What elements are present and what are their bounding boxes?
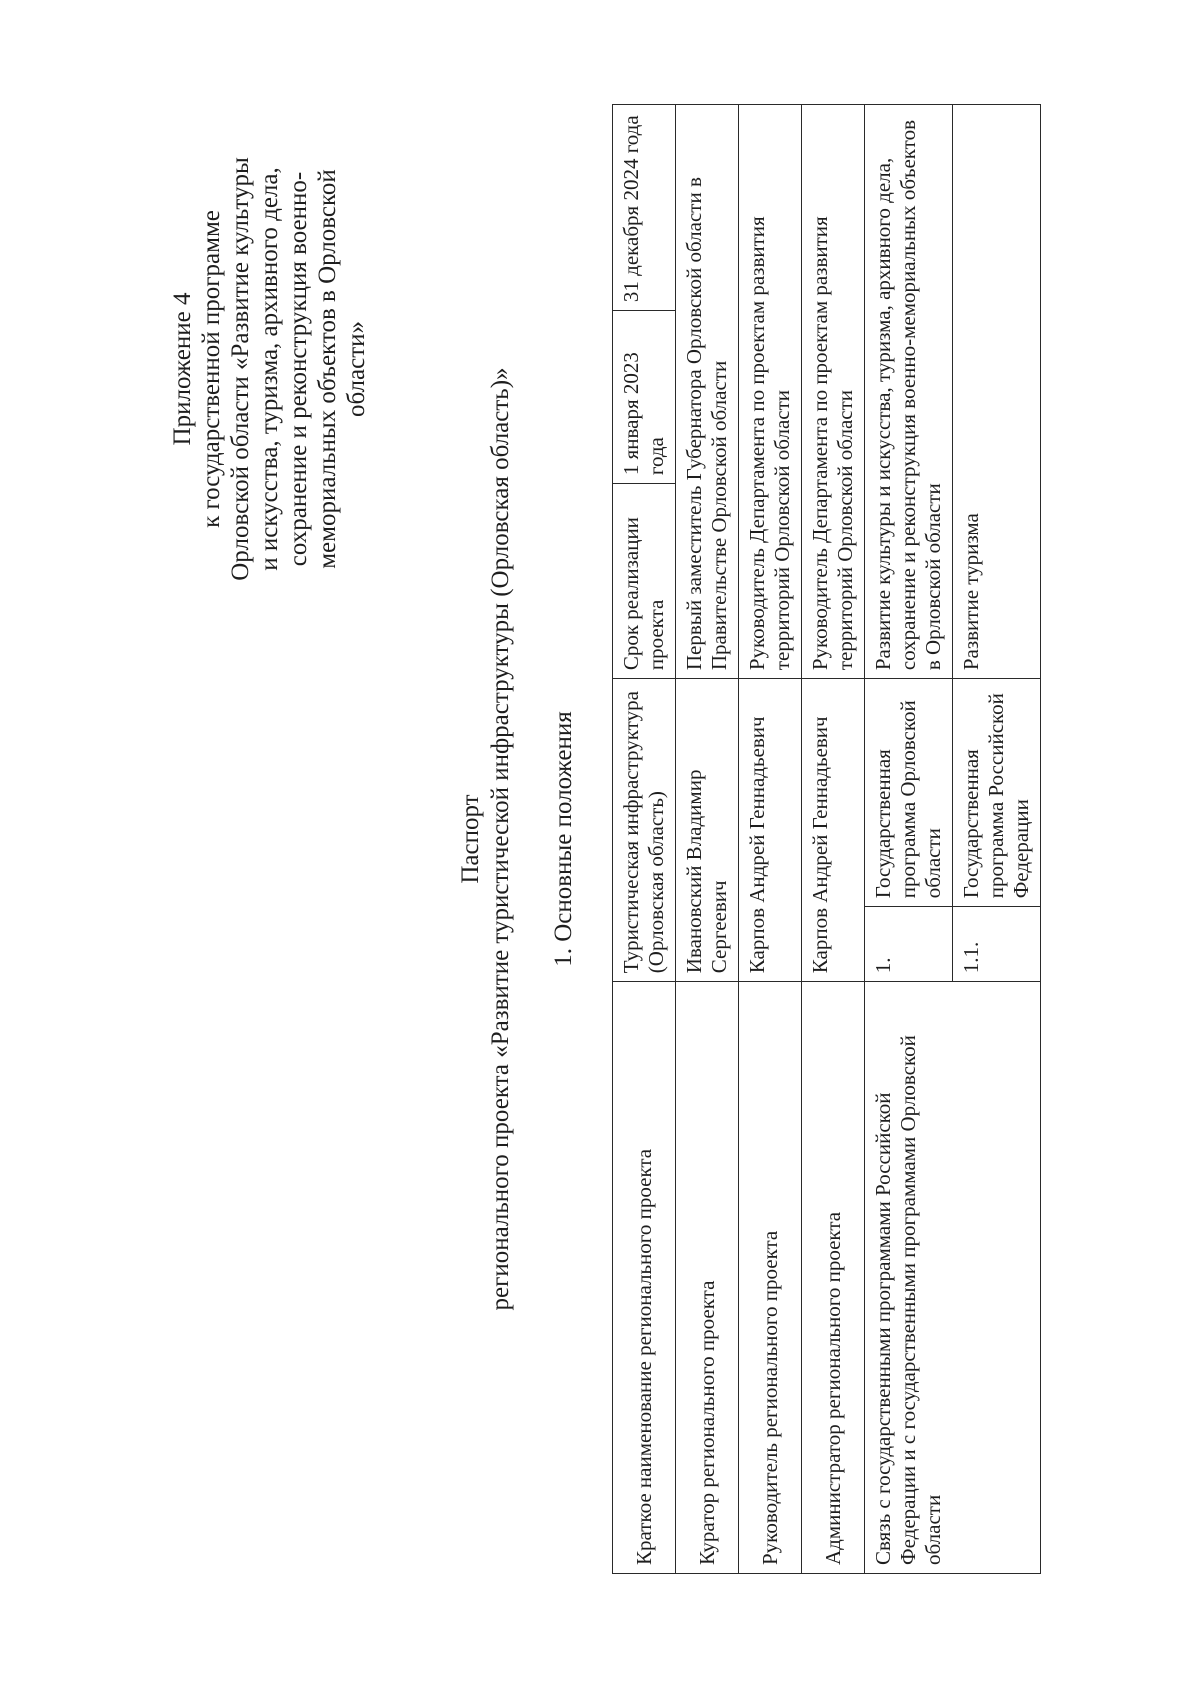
curator-position: Первый заместитель Губернатора Орловской области в Правительстве Орловской области: [676, 105, 739, 679]
admin-name: Карпов Андрей Геннадьевич: [802, 679, 865, 982]
table-row: [676, 105, 739, 1574]
term-label: Срок реализации проекта: [613, 484, 676, 679]
passport-subtitle: регионального проекта «Развитие туристической инфраструктуры (Орловская область)»: [487, 367, 514, 1311]
admin-position: Руководитель Департамента по проектам развития территорий Орловской области: [802, 105, 865, 679]
short-name-label: Краткое наименование регионального проекта: [613, 982, 676, 1574]
link-description: Развитие туризма: [953, 105, 1041, 679]
curator-name: Ивановский Владимир Сергеевич: [676, 679, 739, 982]
table-row: [865, 105, 953, 1574]
passport-heading: [456, 169, 516, 1509]
link-number: 1.: [865, 907, 953, 982]
link-program: Государственная программа Российской Федерации: [953, 679, 1041, 907]
appendix-line: Приложение 4: [169, 292, 196, 446]
appendix-line: к государственной программе: [198, 210, 225, 528]
leader-position: Руководитель Департамента по проектам развития территорий Орловской области: [739, 105, 802, 679]
section-heading: 1. Основные положения: [550, 711, 577, 967]
appendix-line: области»: [343, 320, 370, 418]
curator-label: Куратор регионального проекта: [676, 982, 739, 1574]
passport-title: Паспорт: [457, 794, 484, 884]
appendix-line: и искусства, туризма, архивного дела,: [256, 167, 283, 571]
admin-label: Администратор регионального проекта: [802, 982, 865, 1574]
table-row: [613, 105, 676, 1574]
appendix-line: сохранение и реконструкция военно-: [285, 171, 312, 567]
link-description: Развитие культуры и искусства, туризма, архивного дела, сохранение и реконструкция военно-мемориальных объектов в Орловской области: [865, 105, 953, 679]
term-start: 1 января 2023 года: [613, 311, 676, 484]
table-row: [739, 105, 802, 1574]
link-number: 1.1.: [953, 907, 1041, 982]
short-name-value: Туристическая инфраструктура (Орловская область): [613, 679, 676, 982]
term-end: 31 декабря 2024 года: [613, 105, 676, 311]
project-table: [612, 104, 1041, 1574]
appendix-header: [168, 109, 371, 629]
table-row: [802, 105, 865, 1574]
leader-label: Руководитель регионального проекта: [739, 982, 802, 1574]
link-program: Государственная программа Орловской области: [865, 679, 953, 907]
leader-name: Карпов Андрей Геннадьевич: [739, 679, 802, 982]
appendix-line: мемориальных объектов в Орловской: [314, 169, 341, 569]
appendix-line: Орловской области «Развитие культуры: [227, 157, 254, 581]
links-label: Связь с государственными программами Российской Федерации и с государственными программами Орловской области: [865, 982, 1041, 1574]
